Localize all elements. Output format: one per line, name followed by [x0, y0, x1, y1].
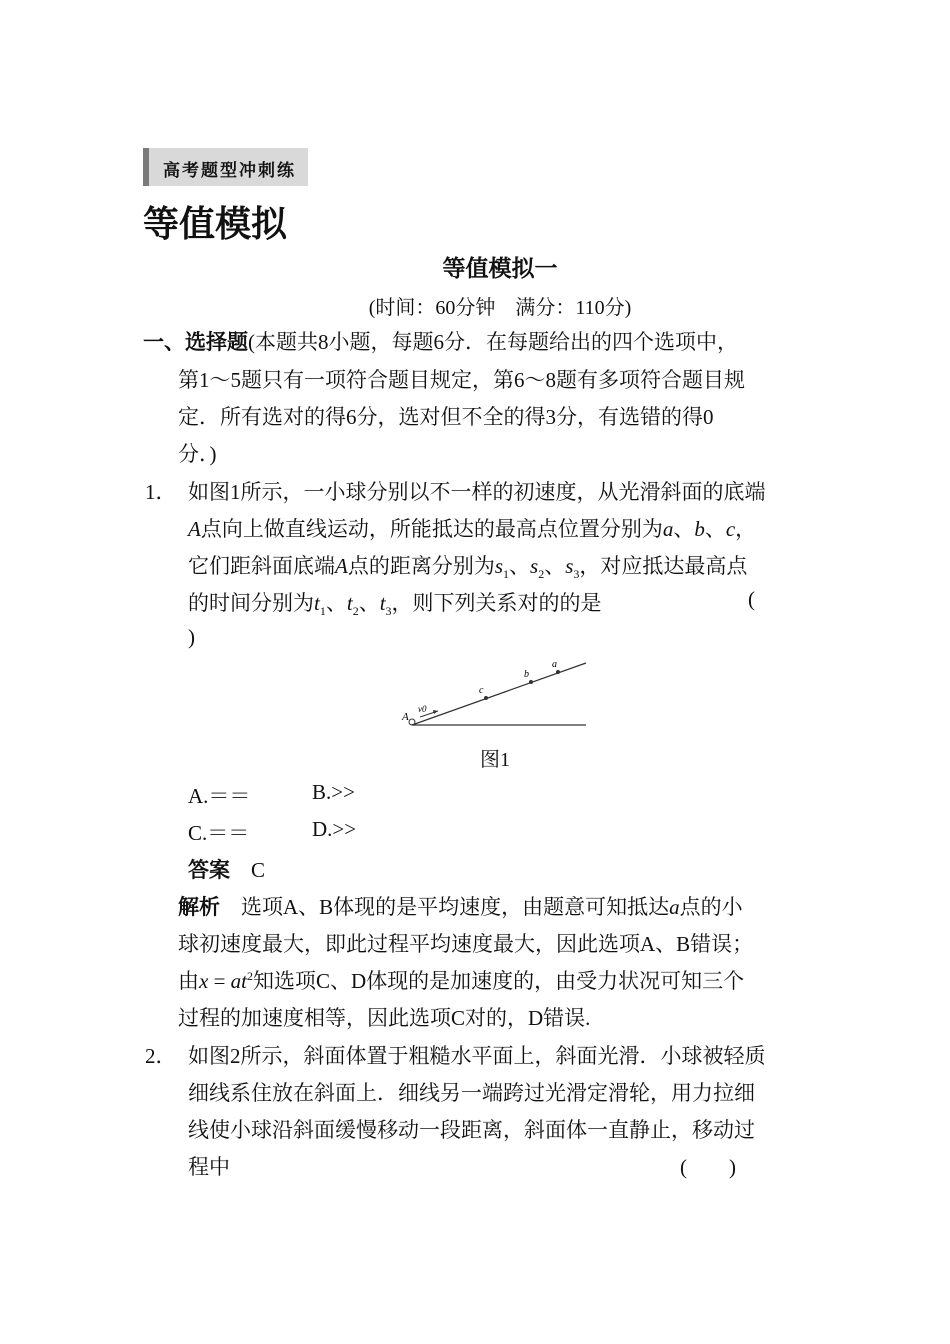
answer-label: 答案: [188, 858, 230, 882]
q1-bracket-open: (: [748, 587, 755, 611]
part1-line-1: [143, 326, 738, 356]
label-c: c: [479, 685, 484, 696]
analysis-text-3b: 知选项C、D体现的是加速度的，由受力状况可知三个: [253, 969, 745, 993]
q1-line-2: A点向上做直线运动，所能抵达的最高点位置分别为a、b、c，: [188, 517, 757, 541]
section-tag: [143, 148, 308, 186]
point-c: [484, 696, 488, 700]
part1-line-3: 定．所有选对的得6分，选对但不全的得3分，有选错的得0: [178, 405, 714, 429]
exam-info: (时间：60分钟 满分：110分): [368, 297, 632, 319]
analysis-label: 解析: [178, 895, 220, 919]
analysis-text-3a: 由: [178, 969, 199, 993]
q1-bracket-close: ): [188, 625, 195, 649]
part1-label: 一、选择题: [143, 330, 248, 354]
q1-line-3-text-b: 点的距离分别为: [347, 554, 495, 578]
analysis-line-3: 由$x = at^2$知选项C、D体现的是加速度的，由受力状况可知三个: [178, 969, 745, 993]
q2-number: 2．: [145, 1044, 177, 1068]
section-tag-label: 高考题型冲刺练: [163, 161, 296, 180]
arrow-head-icon: [433, 710, 438, 714]
point-b: [529, 680, 533, 684]
page-heading: 等值模拟: [143, 204, 288, 244]
answer-value: C: [251, 858, 266, 882]
analysis-line-4: 过程的加速度相等，因此选项C对的，D错误.: [178, 1006, 591, 1030]
ball-icon: [409, 719, 415, 725]
option-a: A.＝＝: [188, 784, 251, 808]
q1-number: 1．: [145, 480, 177, 504]
q1-line-4: 的时间分别为$t_1$、$t_2$、$t_3$，则下列关系对的的是: [188, 591, 602, 619]
label-v0: v0: [418, 704, 427, 714]
analysis-line-1: 解析 选项A、B体现的是平均速度，由题意可知抵达a点的小: [178, 895, 743, 919]
label-a: a: [552, 659, 557, 670]
option-d: D.>>: [312, 817, 357, 841]
q1-line-4-text-b: ，则下列关系对的的是: [391, 591, 602, 615]
option-b: B.>>: [312, 780, 355, 804]
incline-figure: [398, 655, 593, 733]
q2-line-4: 程中: [188, 1155, 230, 1179]
answer-row: [188, 854, 265, 884]
part1-text-1: (本题共8小题，每题6分．在每题给出的四个选项中，: [248, 330, 738, 354]
analysis-text-1b: 点的小: [679, 895, 743, 919]
label-b: b: [524, 669, 529, 680]
q1-line-3: 它们距斜面底端A点的距离分别为$s_1$、$s_2$、$s_3$，对应抵达最高点: [188, 554, 748, 582]
q1-line-2-text: 点向上做直线运动，所能抵达的最高点位置分别为: [200, 517, 663, 541]
part1-line-4: 分．): [178, 442, 217, 466]
q2-line-3: 线使小球沿斜面缓慢移动一段距离，斜面体一直静止，移动过: [188, 1118, 755, 1142]
analysis-text-1a: 选项A、B体现的是平均速度，由题意可知抵达: [241, 895, 670, 919]
q2-line-2: 细线系住放在斜面上．细线另一端跨过光滑定滑轮，用力拉细: [188, 1081, 755, 1105]
figure-1-caption: 图1: [480, 749, 510, 771]
exam-title: 等值模拟一: [442, 256, 558, 281]
point-a: [556, 670, 560, 674]
label-A: A: [402, 711, 409, 723]
q2-bracket: ( ): [680, 1155, 736, 1179]
option-c: C.＝＝: [188, 821, 250, 845]
q1-line-4-text-a: 的时间分别为: [188, 591, 314, 615]
q1-line-3-text-a: 它们距斜面底端: [188, 554, 335, 578]
q1-line-1: 如图1所示，一小球分别以不一样的初速度，从光滑斜面的底端: [188, 480, 766, 504]
q2-line-1: 如图2所示，斜面体置于粗糙水平面上，斜面光滑．小球被轻质: [188, 1044, 766, 1068]
part1-line-2: 第1～5题只有一项符合题目规定，第6～8题有多项符合题目规: [178, 368, 745, 392]
analysis-line-2: 球初速度最大，即此过程平均速度最大，因此选项A、B错误；: [178, 932, 754, 956]
